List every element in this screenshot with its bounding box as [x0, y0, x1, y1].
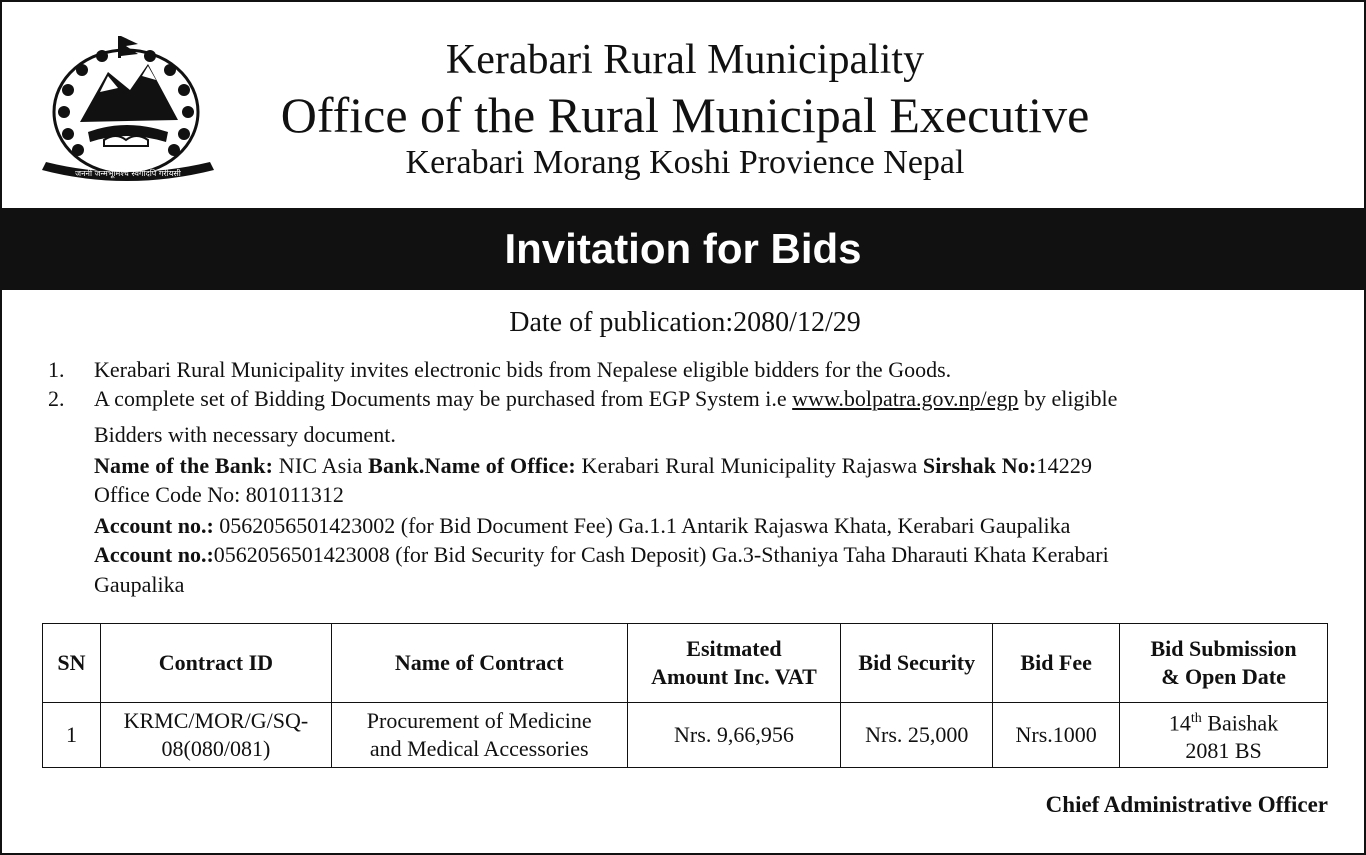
svg-text:जननी जन्मभूमिश्च स्वर्गादपि गर: जननी जन्मभूमिश्च स्वर्गादपि गरीयसी [75, 169, 181, 178]
sirshak-value: 14229 [1036, 453, 1093, 478]
notice-title: Invitation for Bids [2, 208, 1364, 290]
date-suffix: th [1190, 710, 1202, 726]
table-header-row [43, 624, 1328, 703]
item-number: 2. [48, 386, 65, 411]
cell-contract-id [100, 703, 331, 768]
cell-amount: Nrs. 9,66,956 [627, 703, 841, 768]
col-contract-name: Name of Contract [331, 624, 627, 703]
col-estimated-line1: Esitmated [686, 636, 782, 661]
cell-sn: 1 [43, 703, 101, 768]
item-text-start: A complete set of Bidding Documents may be purchased from EGP System i.e [94, 386, 793, 411]
cell-security: Nrs. 25,000 [841, 703, 993, 768]
office-value: Kerabari Rural Municipality Rajaswa [575, 453, 923, 478]
cell-date [1120, 703, 1328, 768]
col-submission-date [1120, 624, 1328, 703]
sirshak-label: Sirshak No: [922, 453, 1037, 478]
date-month: Baishak [1201, 710, 1279, 736]
col-estimated-amount [627, 624, 841, 703]
col-bid-fee: Bid Fee [993, 624, 1120, 703]
item-text [94, 385, 1117, 413]
contract-name-line1: Procurement of Medicine [366, 708, 592, 733]
cell-contract-name [331, 703, 627, 768]
egp-link[interactable]: www.bolpatra.gov.np/egp [792, 386, 1019, 411]
account-security-continued: Gaupalika [94, 572, 185, 597]
account-fee [94, 512, 1070, 540]
office-code: Office Code No: 801011312 [94, 482, 344, 507]
bank-label: Name of the Bank: [94, 453, 274, 478]
signatory: Chief Administrative Officer [1045, 792, 1328, 817]
bank-value: NIC Asia [273, 453, 369, 478]
account-value: 0562056501423008 (for Bid Security for Cash Deposit) Ga.3-Sthaniya Taha Dharauti Khata Kerabari [213, 542, 1109, 567]
account-label: Account no.: [94, 542, 214, 567]
office-address: Kerabari Morang Koshi Provience Nepal [405, 144, 965, 181]
publication-date: Date of publication:2080/12/29 [509, 307, 861, 338]
item-text: Kerabari Rural Municipality invites electronic bids from Nepalese eligible bidders for the Goods. [94, 357, 952, 382]
bank-details [94, 452, 1092, 480]
col-sn: SN [43, 624, 101, 703]
contract-id-line2: 08(080/081) [161, 736, 271, 761]
item-text-continued: Bidders with necessary document. [94, 422, 396, 447]
date-year: 2081 BS [1185, 738, 1262, 764]
office-label: Bank.Name of Office: [368, 453, 576, 478]
municipality-name: Kerabari Rural Municipality [445, 37, 925, 83]
col-contract-id: Contract ID [100, 624, 331, 703]
col-bid-security: Bid Security [841, 624, 993, 703]
office-title: Office of the Rural Municipal Executive [280, 87, 1090, 143]
col-submission-line1: Bid Submission [1150, 636, 1297, 661]
bid-table [42, 623, 1328, 768]
account-security [94, 541, 1109, 569]
account-label: Account no.: [94, 513, 214, 538]
col-estimated-line2: Amount Inc. VAT [651, 664, 817, 689]
item-text-end: by eligible [1018, 386, 1118, 411]
contract-id-line1: KRMC/MOR/G/SQ- [123, 708, 309, 733]
account-value: 0562056501423002 (for Bid Document Fee) Ga.1.1 Antarik Rajaswa Khata, Kerabari Gaupalika [213, 513, 1071, 538]
item-number: 1. [48, 357, 65, 382]
table-row [43, 703, 1328, 768]
cell-fee: Nrs.1000 [993, 703, 1120, 768]
date-day: 14 [1168, 710, 1191, 736]
col-submission-line2: & Open Date [1161, 664, 1286, 689]
contract-name-line2: and Medical Accessories [369, 736, 589, 761]
